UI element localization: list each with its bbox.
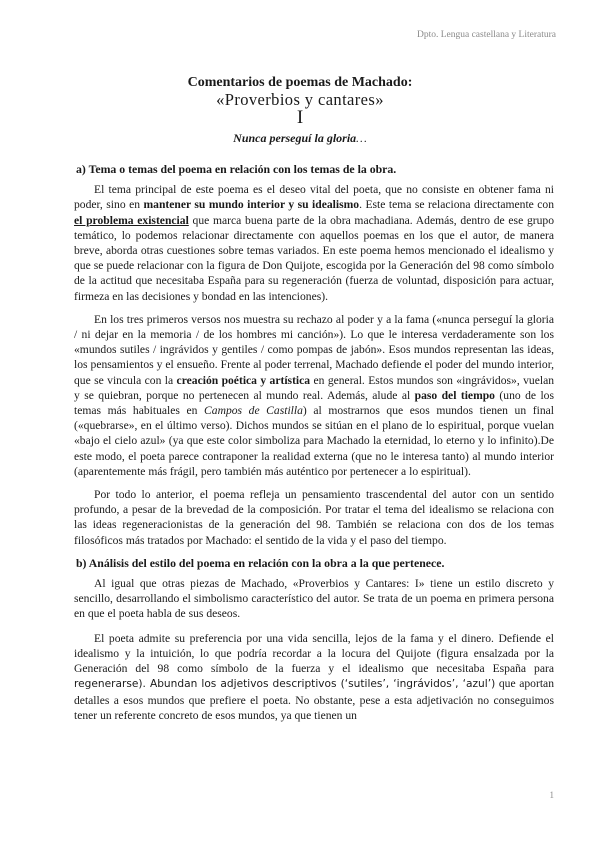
- title-block: [0, 75, 600, 147]
- bold-phrase: paso del tiempo: [414, 388, 495, 402]
- bold-phrase: creación poética y artística: [176, 373, 311, 387]
- poem-first-line: [0, 129, 600, 147]
- text-run: El tema principal de este poema es el deseo vital del poeta, que no consiste en obtener fama ni poder, sino en: [74, 183, 554, 212]
- section-b-paragraph-2: [74, 631, 554, 723]
- text-run: En los tres primeros versos nos muestra su rechazo al poder y a la fama («nunca perseguí la gloria / ni dejar en la memoria / de los hombres mi canción»). Lo que le interesa verdaderamente son los «mundos sutiles / ingrávidos y gentiles / como pompas de jabón». Esos mundos representan las ideas, los pensamientos y el ensueño. Frente al poder terrenal, Machado defiende el poder del mundo interior, que se vincula con la: [74, 312, 554, 387]
- poem-first-line-ellipsis: …: [356, 131, 367, 145]
- page-header-department: Dpto. Lengua castellana y Literatura: [416, 30, 556, 40]
- document-title: Comentarios de poemas de Machado:: [187, 75, 413, 90]
- poem-number: I: [296, 107, 304, 128]
- section-a-heading: a) Tema o temas del poema en relación con los temas de la obra.: [76, 162, 397, 176]
- page-number: 1: [549, 790, 554, 800]
- poem-first-line-text: Nunca perseguí la gloria: [233, 131, 357, 145]
- poem-collection-title: «Proverbios y cantares»: [216, 90, 384, 109]
- text-run: (uno de los temas más habituales en: [74, 388, 554, 418]
- sans-text-run: regenerarse). Abundan los adjetivos descriptivos (‘sutiles’, ‘ingrávidos’, ‘azul’): [74, 678, 496, 691]
- underlined-phrase: el problema existencial: [74, 213, 189, 227]
- text-run: . Este tema se relaciona directamente con: [359, 198, 555, 212]
- bold-phrase: mantener su mundo interior y su idealismo: [143, 198, 360, 212]
- section-b-heading: b) Análisis del estilo del poema en relación con la obra a la que pertenece.: [76, 555, 445, 570]
- section-a-paragraph-1: [74, 182, 554, 304]
- italic-book-title: Campos de Castilla: [204, 404, 303, 418]
- document-body: [74, 162, 554, 731]
- section-b-paragraph-1: Al igual que otras piezas de Machado, «Proverbios y Cantares: I» tiene un estilo discreto y sencillo, desarrollando el simbolismo característico del autor. Se trata de un poema en primera persona en que el poeta habla de sus deseos.: [74, 577, 554, 621]
- text-run: El poeta admite su preferencia por una vida sencilla, lejos de la fama y el dinero. Defiende el idealismo y la intuición, lo que podría recordar a la locura del Quijote (figura ensalzada por la Generación del 98 como símbolo de la fuerza y el idealismo que necesitaba España para: [74, 631, 554, 676]
- text-run: en general. Estos mundos son «ingrávidos», vuelan y se quiebran, porque no pertenecen al mundo real. Además, alude al: [74, 373, 555, 402]
- section-a-paragraph-3: Por todo lo anterior, el poema refleja un pensamiento trascendental del autor con un sentido profundo, a pesar de la brevedad de la composición. Por tratar el tema del idealismo se relaciona con las ideas regeneracionistas de la generación del 98. También se relaciona con dos de los temas filosóficos más tratados por Machado: el sentido de la vida y el paso del tiempo.: [74, 488, 554, 547]
- text-run: ) al mostrarnos que esos mundos tienen un final («quebrarse», en el último verso). Dichos mundos se sitúan en el plano de lo espiritual, porque vuelan «bajo el cielo azul» (ya que este color simboliza para Machado la eternidad, lo eterno y lo infinito).De este modo, el poeta parece contraponer la realidad externa (que no le interesa tanto) al mundo interior (aparentemente más frágil, pero también más auténtico por pertenecer a lo espiritual).: [74, 404, 554, 478]
- text-run: que marca buena parte de la obra machadiana. Además, dentro de ese grupo temático, lo podemos relacionar directamente con aquellos poemas en los que el autor, de manera breve, aborda otras cuestiones sobre temas variados. En este poema hemos mencionado el idealismo y que se puede relacionar con la figura de Don Quijote, escogida por la Generación del 98 como símbolo de la actitud que necesitaba España para su regeneración (fuerza de voluntad, disposición para actuar, firmeza en las decisiones y bondad en las intenciones).: [74, 213, 554, 303]
- text-run: que aportan detalles a esos mundos que prefiere el poeta. No obstante, pese a esta adjetivación no conseguimos tener un referente concreto de esos mundos, ya que tienen un: [74, 677, 554, 722]
- section-a-paragraph-2: [74, 312, 554, 479]
